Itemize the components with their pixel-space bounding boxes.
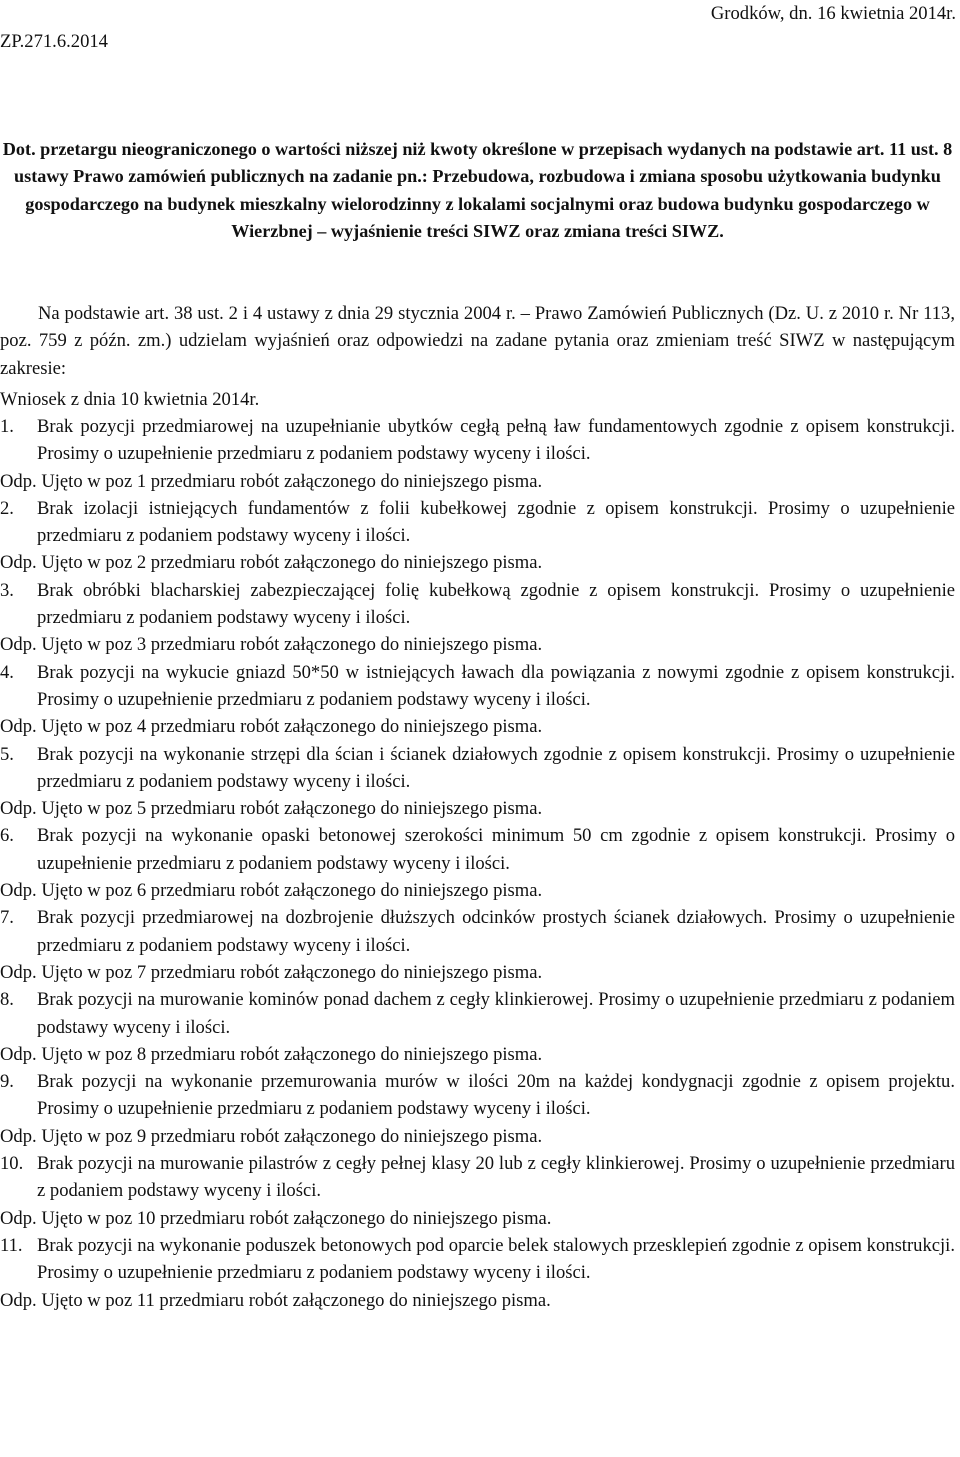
list-item xyxy=(0,741,955,823)
item-number: 3. xyxy=(0,579,14,601)
question-text: Brak pozycji na wykonanie opaski betonowej szerokości minimum 50 cm zgodnie z opisem konstrukcji. Prosimy o uzupełnienie przedmiaru z podaniem podstawy wyceny i ilości. xyxy=(37,825,955,874)
list-item xyxy=(0,495,955,577)
question-text: Brak pozycji na murowanie pilastrów z cegły pełnej klasy 20 lub z cegły klinkierowej. Prosimy o uzupełnienie przedmiaru z podaniem podstawy wyceny i ilości. xyxy=(37,1153,955,1202)
list-item xyxy=(0,413,955,495)
answer-text: Odp. Ujęto w poz 9 przedmiaru robót załączonego do niniejszego pisma. xyxy=(0,1125,543,1147)
question-text: Brak pozycji na murowanie kominów ponad dachem z cegły klinkierowej. Prosimy o uzupełnienie przedmiaru z podaniem podstawy wyceny i ilości. xyxy=(37,989,955,1038)
answer-text: Odp. Ujęto w poz 7 przedmiaru robót załączonego do niniejszego pisma. xyxy=(0,961,543,983)
item-number: 1. xyxy=(0,416,14,437)
list-item xyxy=(0,986,955,1068)
questions-list xyxy=(0,413,955,1314)
item-number: 4. xyxy=(0,661,14,683)
item-number: 8. xyxy=(0,989,14,1011)
list-item xyxy=(0,659,955,741)
answer-text: Odp. Ujęto w poz 1 przedmiaru robót załączonego do niniejszego pisma. xyxy=(0,470,543,492)
item-number: 7. xyxy=(0,907,14,929)
question-text: Brak obróbki blacharskiej zabezpieczającej folię kubełkową zgodnie z opisem konstrukcji. Prosimy o uzupełnienie przedmiaru z podaniem podstawy wyceny i ilości. xyxy=(37,579,955,629)
list-item xyxy=(0,904,955,986)
answer-text: Odp. Ujęto w poz 8 przedmiaru robót załączonego do niniejszego pisma. xyxy=(0,1043,543,1065)
item-number: 2. xyxy=(0,497,14,519)
answer-text: Odp. Ujęto w poz 3 przedmiaru robót załączonego do niniejszego pisma. xyxy=(0,634,543,656)
question-text: Brak izolacji istniejących fundamentów z folii kubełkowej zgodnie z opisem konstrukcji. Prosimy o uzupełnienie przedmiaru z podaniem podstawy wyceny i ilości. xyxy=(37,497,955,547)
subject-heading: Dot. przetargu nieograniczonego o wartości niższej niż kwoty określone w przepisach wydanych na podstawie art. 11 ust. 8 ustawy Prawo zamówień publicznych na zadanie pn.: Przebudowa, rozbudowa i zmiana sposobu użytkowania budynku gospodarczego na budynek mieszkalny wielorodzinny z lokalami socjalnymi oraz budowa budynku gospodarczego w Wierzbnej – wyjaśnienie treści SIWZ oraz zmiana treści SIWZ. xyxy=(2,139,953,241)
list-item xyxy=(0,1068,955,1150)
intro-text: Na podstawie art. 38 ust. 2 i 4 ustawy z dnia 29 stycznia 2004 r. – Prawo Zamówień Publicznych (Dz. U. z 2010 r. Nr 113, poz. 759 z późn. zm.) udzielam wyjaśnień oraz odpowiedzi na zadane pytania oraz zmieniam treść SIWZ w następującym zakresie: xyxy=(0,303,955,379)
answer-text: Odp. Ujęto w poz 11 przedmiaru robót załączonego do niniejszego pisma. xyxy=(0,1289,551,1311)
answer-text: Odp. Ujęto w poz 6 przedmiaru robót załączonego do niniejszego pisma. xyxy=(0,880,543,902)
item-number: 9. xyxy=(0,1071,14,1093)
list-item xyxy=(0,822,955,904)
question-text: Brak pozycji przedmiarowej na uzupełnianie ubytków cegłą pełną ław fundamentowych zgodnie z opisem konstrukcji. Prosimy o uzupełnienie przedmiaru z podaniem podstawy wyceny i ilości. xyxy=(37,416,955,465)
item-number: 10. xyxy=(0,1153,24,1175)
reference-number: ZP.271.6.2014 xyxy=(0,31,108,52)
answer-text: Odp. Ujęto w poz 4 przedmiaru robót załączonego do niniejszego pisma. xyxy=(0,716,543,738)
item-number: 6. xyxy=(0,825,14,847)
question-text: Brak pozycji przedmiarowej na dozbrojenie dłuższych odcinków prostych ścianek działowych. Prosimy o uzupełnienie przedmiaru z podaniem podstawy wyceny i ilości. xyxy=(37,907,955,956)
request-heading: Wniosek z dnia 10 kwietnia 2014r. xyxy=(0,389,260,410)
answer-text: Odp. Ujęto w poz 10 przedmiaru robót załączonego do niniejszego pisma. xyxy=(0,1207,552,1229)
answer-text: Odp. Ujęto w poz 5 przedmiaru robót załączonego do niniejszego pisma. xyxy=(0,798,543,820)
question-text: Brak pozycji na wykucie gniazd 50*50 w istniejących ławach dla powiązania z nowymi zgodnie z opisem konstrukcji. Prosimy o uzupełnienie przedmiaru z podaniem podstawy wyceny i ilości. xyxy=(37,661,955,710)
document-date: Grodków, dn. 16 kwietnia 2014r. xyxy=(710,3,956,24)
question-text: Brak pozycji na wykonanie strzępi dla ścian i ścianek działowych zgodnie z opisem konstrukcji. Prosimy o uzupełnienie przedmiaru z podaniem podstawy wyceny i ilości. xyxy=(37,743,955,792)
list-item xyxy=(0,577,955,659)
answer-text: Odp. Ujęto w poz 2 przedmiaru robót załączonego do niniejszego pisma. xyxy=(0,552,543,574)
list-item xyxy=(0,1150,955,1232)
intro-paragraph xyxy=(0,300,955,382)
question-text: Brak pozycji na wykonanie przemurowania murów w ilości 20m na każdej kondygnacji zgodnie z opisem projektu. Prosimy o uzupełnienie przedmiaru z podaniem podstawy wyceny i ilości. xyxy=(37,1071,955,1120)
item-number: 5. xyxy=(0,743,14,765)
list-item xyxy=(0,1232,955,1314)
item-number: 11. xyxy=(0,1234,23,1256)
question-text: Brak pozycji na wykonanie poduszek betonowych pod oparcie belek stalowych przesklepień zgodnie z opisem konstrukcji. Prosimy o uzupełnienie przedmiaru z podaniem podstawy wyceny i ilości. xyxy=(37,1234,955,1284)
